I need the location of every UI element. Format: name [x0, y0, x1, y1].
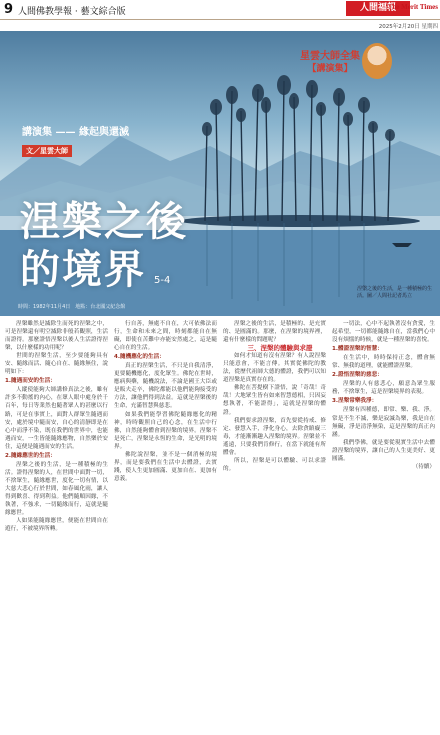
text-column-3 — [223, 320, 326, 730]
paragraph: 我們學佛，就是要從現實生活中去體證涅槃的境界，讓自己的人生更美好、更圓滿。 — [332, 439, 435, 462]
hero-image — [0, 31, 440, 316]
paragraph: 涅槃雖然是滅除生而死的涅槃之中，可是涅槃還有明空滅除非般若觀照，生活而證得。那麼證悟涅槃以後人生活證得涅槃，以什麼樣的功用呢？ — [5, 321, 108, 352]
page-header — [0, 0, 440, 20]
series-badge — [300, 51, 360, 75]
text-column-2 — [114, 320, 217, 730]
article-title — [20, 198, 188, 305]
paragraph: 行自善，無處不自在，大可依佛法而行，生命和未來之間，時刻都能自在無礙，即使在苦難中亦能安然處之，這是隨心自在的生活。 — [114, 321, 217, 352]
lecture-info: 時間：1982年11月4日 地點：台北國父紀念館 — [18, 304, 126, 310]
newspaper-logo-en: The Merit Times — [387, 3, 438, 11]
section-name: 人間佛教學報 · 藝文綜合版 — [18, 7, 126, 17]
title-line-2: 的境界 — [20, 247, 146, 293]
master-portrait — [362, 43, 392, 79]
article-body — [5, 320, 435, 730]
paragraph: 真正的涅槃生活，不只是自我清淨，更要隨機應化，度化眾生。佛陀在世時，應病與藥，隨機說法，不論是國王大臣或是販夫走卒，佛陀都能以他們能夠接受的方法，讓他們得到法益。這就是涅槃後的生命，充滿智慧與慈悲。 — [114, 363, 217, 410]
point-heading: 1.體證涅槃的智慧： — [332, 346, 383, 353]
page-number: 9 — [4, 2, 14, 17]
paragraph: 佛陀在菩提樹下證悟，說「奇哉！奇哉！大地眾生皆有如來智慧德相，只因妄想執著，不能證得」，這就是涅槃的體證。 — [223, 385, 326, 416]
paragraph: 如果我們能學習佛陀隨緣應化的精神，時時觀照自己的心念，在生活中行佛，自然能夠體會到涅槃的境界。涅槃不是死亡，涅槃是永恆的生命，是光明的境界。 — [114, 411, 217, 450]
section-heading: 三、涅槃的體驗與求證 — [247, 344, 313, 353]
title-line-1: 涅槃之後 — [20, 199, 188, 245]
paragraph: 在生活中，時時保持正念，體會無常、無我的道理，就能體證涅槃。 — [332, 355, 435, 370]
to-be-continued: （待續） — [412, 463, 435, 470]
photo-caption — [357, 286, 432, 300]
paragraph: 涅槃的人有慈悲心，願意為眾生服務，不捨眾生，這是涅槃境界的表現。 — [332, 381, 435, 396]
paragraph: 人縱使能夠大師講修真法之後，雖有許多不動搖的內心，在眾人眼中處身於千百年，每日等業然也隨著眾人的甚麼以行路，可是在事實上，面對人群眾生隨遇而安，處於境中隨而安，自心的清靜即是在心中而淨不染，既在我們的世界中，也能遇而安，一生皆能隨緣應物，自然樂於安住，這便是隨遇而安的生活。 — [5, 387, 108, 450]
point-heading: 1.隨遇而安的生活： — [5, 378, 56, 385]
episode-number: 5-4 — [154, 275, 171, 286]
paragraph: 佛陀說涅槃，並不是一個消極的境界，而是要我們在生活中去體證，去實踐，使人生更加圓滿、更加自在、更加有意義。 — [114, 451, 217, 482]
paragraph: 我們要求證涅槃，首先要從持戒、修定、發慧入手，淨化身心，去除貪瞋癡三毒，才能漸漸趣入涅槃的境界。涅槃並不遙遠，只要我們肯修行，在當下就能有所體會。 — [223, 417, 326, 456]
point-heading: 2.隨緣應世的生活： — [5, 452, 56, 459]
column-name: 【講演集】 — [307, 64, 353, 74]
newspaper-logo: 人間福報 — [346, 1, 410, 16]
paragraph: 如何才知道有沒有涅槃？有人說涅槃只能意會，不能言傳。其實從佛陀的教法，從歷代祖師大德的體證，我們可以知道涅槃是真實存在的。 — [223, 353, 326, 384]
article-subtitle: 講演集 —— 緣起與還滅 — [22, 127, 129, 138]
paragraph: 世間的涅槃生活，至少要能夠具有安、隨緣而活、隨心自在、隨緣無住，說明如下： — [5, 353, 108, 376]
paragraph: 人如果能隨緣應世，便能在世間自在遊行，不被境界所轉。 — [5, 518, 108, 533]
text-column-1 — [5, 320, 108, 730]
paragraph: 一切法，心中不起執著沒有貪愛，生起希望，一切都能隨緣自在，當我們心中沒有煩惱的時候，就是一種涅槃的喜悅。 — [332, 321, 435, 344]
subtitle-block — [22, 123, 129, 157]
header-divider — [0, 19, 440, 20]
issue-date: 2025年2月20日 星期四 — [378, 24, 438, 30]
author-tag: 文／星雲大師 — [22, 145, 72, 157]
paragraph: 所以，涅槃是可以體驗、可以求證的。 — [223, 457, 326, 472]
text-column-4 — [332, 320, 435, 730]
point-heading: 4.隨機應化的生活： — [114, 354, 165, 361]
caption-line-1: 涅槃之後的生活，是一種積極的生 — [356, 286, 432, 292]
point-heading: 2.證悟涅槃的慈悲： — [332, 372, 383, 379]
paragraph: 涅槃之後的生活，是一種積極的生活。證得涅槃的人，在世間中面對一切，不捨眾生，隨緣應世，度化一切有情，以大慈大悲心行於世間，如春風化雨，讓人得到歡喜、得到利益。他們隨順因緣，不執著，不強求，一切隨緣而行，這就是隨緣應世。 — [5, 461, 108, 517]
point-heading: 3.涅槃常樂我淨： — [332, 398, 378, 405]
series-name: 星雲大師全集 — [300, 51, 360, 62]
caption-line-2: 活。圖／人間社記者馬立 — [356, 293, 412, 299]
paragraph: 涅槃有四種德，即常、樂、我、淨。常是不生不滅，樂是寂滅為樂，我是自在無礙，淨是清淨無染，這是涅槃的真正內涵。 — [332, 407, 435, 438]
paragraph: 涅槃之後的生活，是積極的、是充實的、是圓滿的。那麼，在涅槃的境界裡，還有什麼樣的問題呢？ — [223, 321, 326, 344]
